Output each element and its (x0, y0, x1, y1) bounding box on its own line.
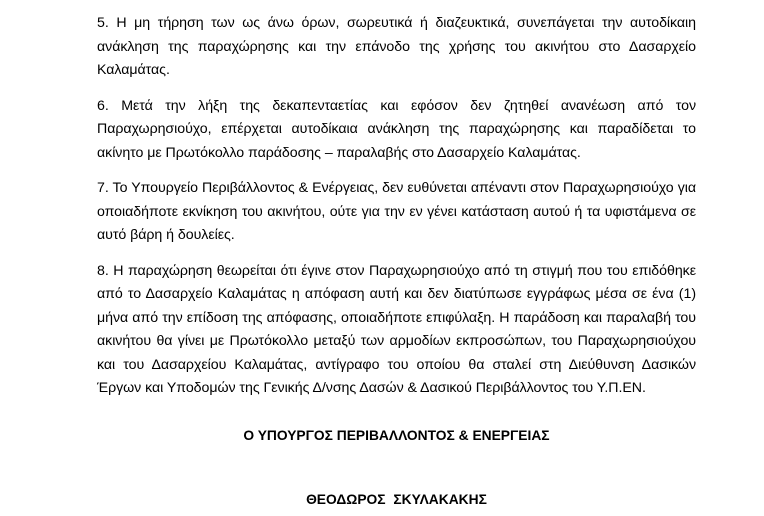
paragraph-7: 7. Το Υπουργείο Περιβάλλοντος & Ενέργειας, δεν ευθύνεται απέναντι στον Παραχωρησιούχο για οποιαδήποτε εκνίκηση του ακινήτου, ούτε για την εν γένει κατάσταση αυτού ή τα υφιστάμενα σε αυτό βάρη ή δουλείες. (97, 180, 696, 243)
signature-title: Ο ΥΠΟΥΡΓΟΣ ΠΕΡΙΒΑΛΛΟΝΤΟΣ & ΕΝΕΡΓΕΙΑΣ (243, 428, 550, 443)
signature-name: ΘΕΟΔΩΡΟΣ ΣΚΥΛΑΚΑΚΗΣ (306, 492, 487, 507)
paragraph-6: 6. Μετά την λήξη της δεκαπενταετίας και εφόσον δεν ζητηθεί ανανέωση από τον Παραχωρησιούχο, επέρχεται αυτοδίκαια ανάκληση της παραχώρησης και παραδίδεται το ακίνητο με Πρωτόκολλο παράδοσης – παραλαβής στο Δασαρχείο Καλαμάτας. (97, 97, 696, 161)
paragraph-5: 5. Η μη τήρηση των ως άνω όρων, σωρευτικά ή διαζευκτικά, συνεπάγεται την αυτοδίκαιη ανάκληση της παραχώρησης και την επάνοδο της χρήσης του ακινήτου στο Δασαρχείο Καλαμάτας. (97, 15, 696, 78)
document-body (97, 12, 696, 413)
paragraph-8: 8. Η παραχώρηση θεωρείται ότι έγινε στον Παραχωρησιούχο από τη στιγμή που του επιδόθηκε από το Δασαρχείο Καλαμάτας η απόφαση αυτή και δεν διατύπωσε εγγράφως μέσα σε ένα (1) μήνα από την επίδοση της απόφασης, οποιαδήποτε επιφύλαξη. Η παράδοση και παραλαβή του ακινήτου θα γίνει με Πρωτόκολλο μεταξύ των αρμοδίων εκπροσώπων, του Παραχωρησιούχου και του Δασαρχείου Καλαμάτας, αντίγραφο του οποίου θα σταλεί στη Διεύθυνση Δασικών Έργων και Υποδομών της Γενικής Δ/νσης Δασών & Δασικού Περιβάλλοντος του Υ.Π.ΕΝ. (97, 262, 696, 396)
